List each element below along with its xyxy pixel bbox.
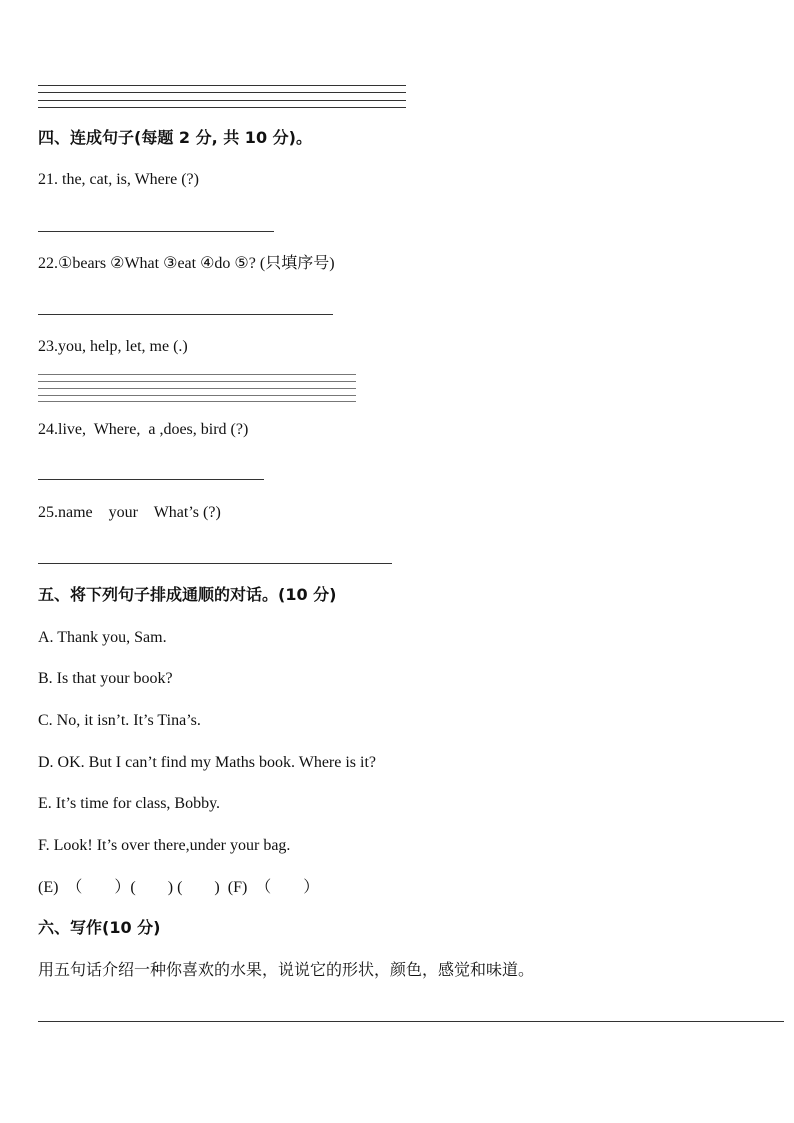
answer-line-25[interactable] [38, 563, 392, 564]
dialogue-line-d: D. OK. But I can’t find my Maths book. Where is it? [38, 754, 377, 771]
section6-heading: 六、写作(10 分) [38, 918, 161, 937]
answer-line-top-3 [38, 100, 406, 101]
answer-line-23-4[interactable] [38, 395, 356, 396]
dialogue-line-e: E. It’s time for class, Bobby. [38, 795, 221, 812]
answer-line-21[interactable] [38, 231, 274, 232]
answer-line-top-1 [38, 85, 406, 86]
dialogue-order-answer[interactable]: (E) （ ）( ) ( ) (F) （ ） [38, 879, 320, 896]
section5-heading: 五、将下列句子排成通顺的对话。(10 分) [38, 585, 337, 604]
dialogue-line-c: C. No, it isn’t. It’s Tina’s. [38, 712, 201, 729]
writing-answer-line[interactable] [38, 1021, 784, 1022]
answer-line-top-2 [38, 92, 406, 93]
answer-line-top-4 [38, 107, 406, 108]
question-25: 25.name your What’s (?) [38, 504, 221, 521]
dialogue-line-b: B. Is that your book? [38, 670, 173, 687]
answer-line-23-1[interactable] [38, 374, 356, 375]
question-22: 22.①bears ②What ③eat ④do ⑤? (只填序号) [38, 255, 335, 272]
answer-line-24[interactable] [38, 479, 264, 480]
question-24: 24.live, Where, a ,does, bird (?) [38, 421, 249, 438]
question-21: 21. the, cat, is, Where (?) [38, 171, 199, 188]
section4-heading: 四、连成句子(每题 2 分, 共 10 分)。 [38, 128, 312, 147]
writing-prompt: 用五句话介绍一种你喜欢的水果，说说它的形状，颜色，感觉和味道。 [38, 960, 535, 979]
answer-line-23-5[interactable] [38, 401, 356, 402]
answer-line-23-2[interactable] [38, 381, 356, 382]
dialogue-line-a: A. Thank you, Sam. [38, 629, 167, 646]
dialogue-line-f: F. Look! It’s over there,under your bag. [38, 837, 291, 854]
answer-line-22[interactable] [38, 314, 333, 315]
answer-line-23-3[interactable] [38, 388, 356, 389]
question-23: 23.you, help, let, me (.) [38, 338, 188, 355]
